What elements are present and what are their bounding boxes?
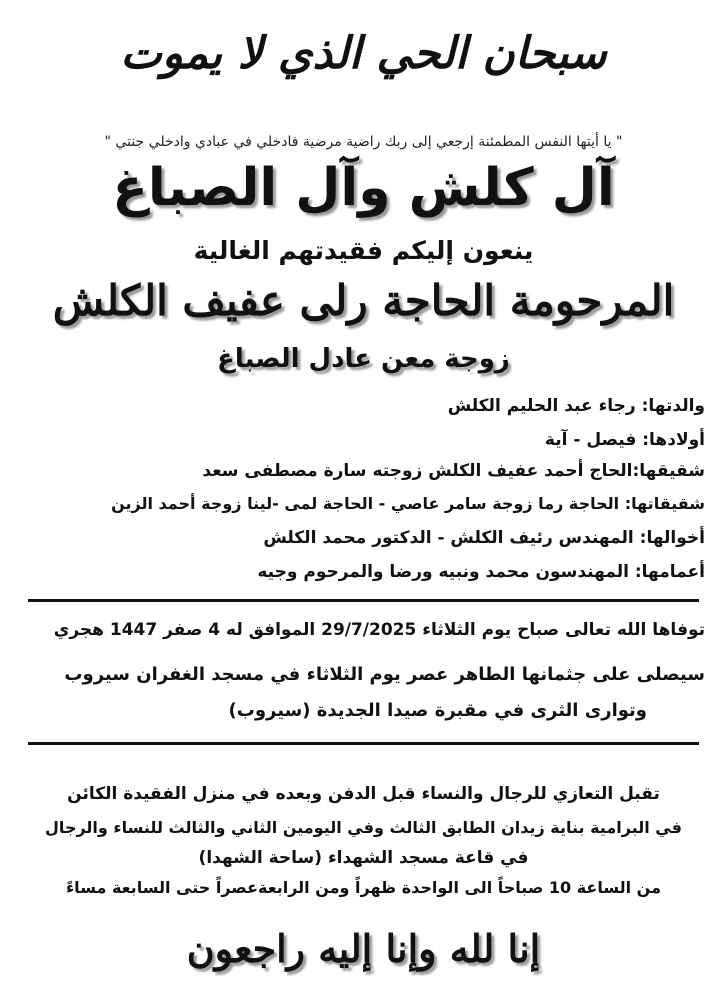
prayer-line: سيصلى على جثمانها الطاهر عصر يوم الثلاثاء في مسجد الغفران سيروب xyxy=(64,664,705,685)
death-date-line: توفاها الله تعالى صباح يوم الثلاثاء 29/7/2025 الموافق له 4 صفر 1447 هجري xyxy=(53,620,705,640)
divider xyxy=(28,599,699,602)
relative-line: أخوالها: المهندس رئيف الكلش - الدكتور محمد الكلش xyxy=(263,528,705,548)
relative-line: والدتها: رجاء عبد الحليم الكلش xyxy=(447,396,705,416)
burial-line: وتوارى الثرى في مقبرة صيدا الجديدة (سيروب) xyxy=(228,700,647,721)
spouse-line: زوجة معن عادل الصباغ xyxy=(217,344,510,374)
divider xyxy=(28,742,699,745)
quran-verse: " يا أيتها النفس المطمئنة إرجعي إلى ربك راضية مرضية فادخلي في عبادي وادخلي جنتي " xyxy=(104,134,623,150)
deceased-name: المرحومة الحاجة رلى عفيف الكلش xyxy=(52,276,675,325)
relative-line: شقيقها:الحاج أحمد عفيف الكلش زوجته سارة مصطفى سعد xyxy=(202,461,705,481)
families-title: آل كلش وآل الصباغ xyxy=(112,158,615,218)
condolence-line: في البرامية بناية زيدان الطابق الثالث وفي اليومين الثاني والثالث للنساء والرجال xyxy=(45,818,682,837)
condolence-line: تقبل التعازي للرجال والنساء قبل الدفن وبعده في منزل الفقيدة الكائن xyxy=(67,784,660,804)
condolence-line: في قاعة مسجد الشهداء (ساحة الشهدا) xyxy=(198,848,529,868)
header-calligraphy: سبحان الحي الذي لا يموت xyxy=(120,28,607,79)
condolence-line: من الساعة 10 صباحاً الى الواحدة ظهراً ومن الرابعةعصراً حتى السابعة مساءً xyxy=(66,878,661,897)
relative-line: شقيقاتها: الحاجة رما زوجة سامر عاصي - الحاجة لمى -لينا زوجة أحمد الزين xyxy=(111,494,705,513)
relative-line: أعمامها: المهندسون محمد ونبيه ورضا والمرحوم وجيه xyxy=(257,562,705,582)
relative-line: أولادها: فيصل - آية xyxy=(544,430,705,450)
announce-line: ينعون إليكم فقيدتهم الغالية xyxy=(193,236,534,265)
closing-phrase: إنا لله وإنا إليه راجعون xyxy=(186,926,541,971)
